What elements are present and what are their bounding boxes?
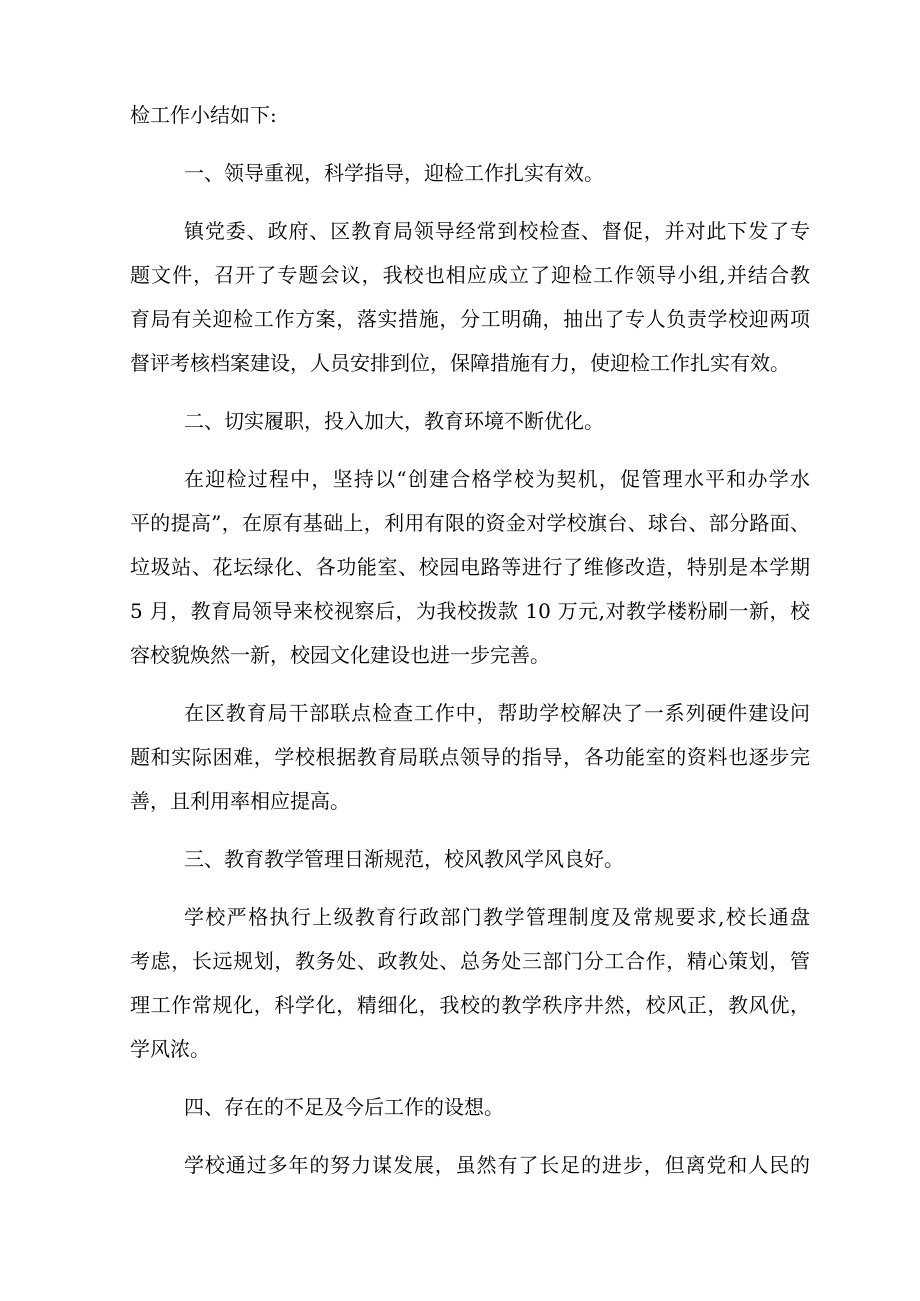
paragraph-gap <box>130 1129 810 1143</box>
text-line: 题和实际困难，学校根据教育局联点领导的指导，各功能室的资料也逐步完 <box>130 745 810 769</box>
paragraph-gap <box>130 195 810 209</box>
text-line: 在迎检过程中，坚持以“创建合格学校为契机，促管理水平和办学水 <box>184 467 810 491</box>
text-line: 题文件，召开了专题会议，我校也相应成立了迎检工作领导小组,并结合教 <box>130 263 810 287</box>
text-line: 三、教育教学管理日渐规范，校风教风学风良好。 <box>184 847 624 871</box>
text-line: 垃圾站、花坛绿化、各功能室、校园电路等进行了维修改造，特别是本学期 <box>130 555 810 579</box>
paragraph-gap <box>130 677 810 691</box>
text-line: 二、切实履职，投入加大，教育环境不断优化。 <box>184 409 604 433</box>
text-line: 理工作常规化，科学化，精细化，我校的教学秩序井然，校风正，教风优， <box>130 993 810 1017</box>
text-line: 善，且利用率相应提高。 <box>130 789 350 813</box>
text-line: 镇党委、政府、区教育局领导经常到校检查、督促，并对此下发了专 <box>184 219 810 243</box>
text-line: 督评考核档案建设，人员安排到位，保障措施有力，使迎检工作扎实有效。 <box>130 351 790 375</box>
text-line: 检工作小结如下: <box>130 103 277 127</box>
text-line: 在区教育局干部联点检查工作中，帮助学校解决了一系列硬件建设问 <box>184 701 810 725</box>
text-line: 育局有关迎检工作方案，落实措施，分工明确，抽出了专人负责学校迎两项 <box>130 307 810 331</box>
text-line: 四、存在的不足及今后工作的设想。 <box>184 1095 504 1119</box>
text-line: 学校通过多年的努力谋发展，虽然有了长足的进步，但离党和人民的 <box>184 1153 810 1177</box>
text-line: 5 月，教育局领导来校视察后，为我校拨款 10 万元,对教学楼粉刷一新，校 <box>130 599 810 623</box>
document-body <box>130 93 810 1187</box>
text-line: 学风浓。 <box>130 1037 210 1061</box>
paragraph-gap <box>130 823 810 837</box>
paragraph-gap <box>130 443 810 457</box>
paragraph-gap <box>130 385 810 399</box>
text-line: 容校貌焕然一新，校园文化建设也进一步完善。 <box>130 643 550 667</box>
paragraph-gap <box>130 1071 810 1085</box>
text-line: 一、领导重视，科学指导，迎检工作扎实有效。 <box>184 161 604 185</box>
paragraph-gap <box>130 881 810 895</box>
text-line: 学校严格执行上级教育行政部门教学管理制度及常规要求,校长通盘 <box>184 905 810 929</box>
paragraph-gap <box>130 137 810 151</box>
text-line: 平的提高”，在原有基础上，利用有限的资金对学校旗台、球台、部分路面、 <box>130 511 810 535</box>
text-line: 考虑，长远规划，教务处、政教处、总务处三部门分工合作，精心策划，管 <box>130 949 810 973</box>
